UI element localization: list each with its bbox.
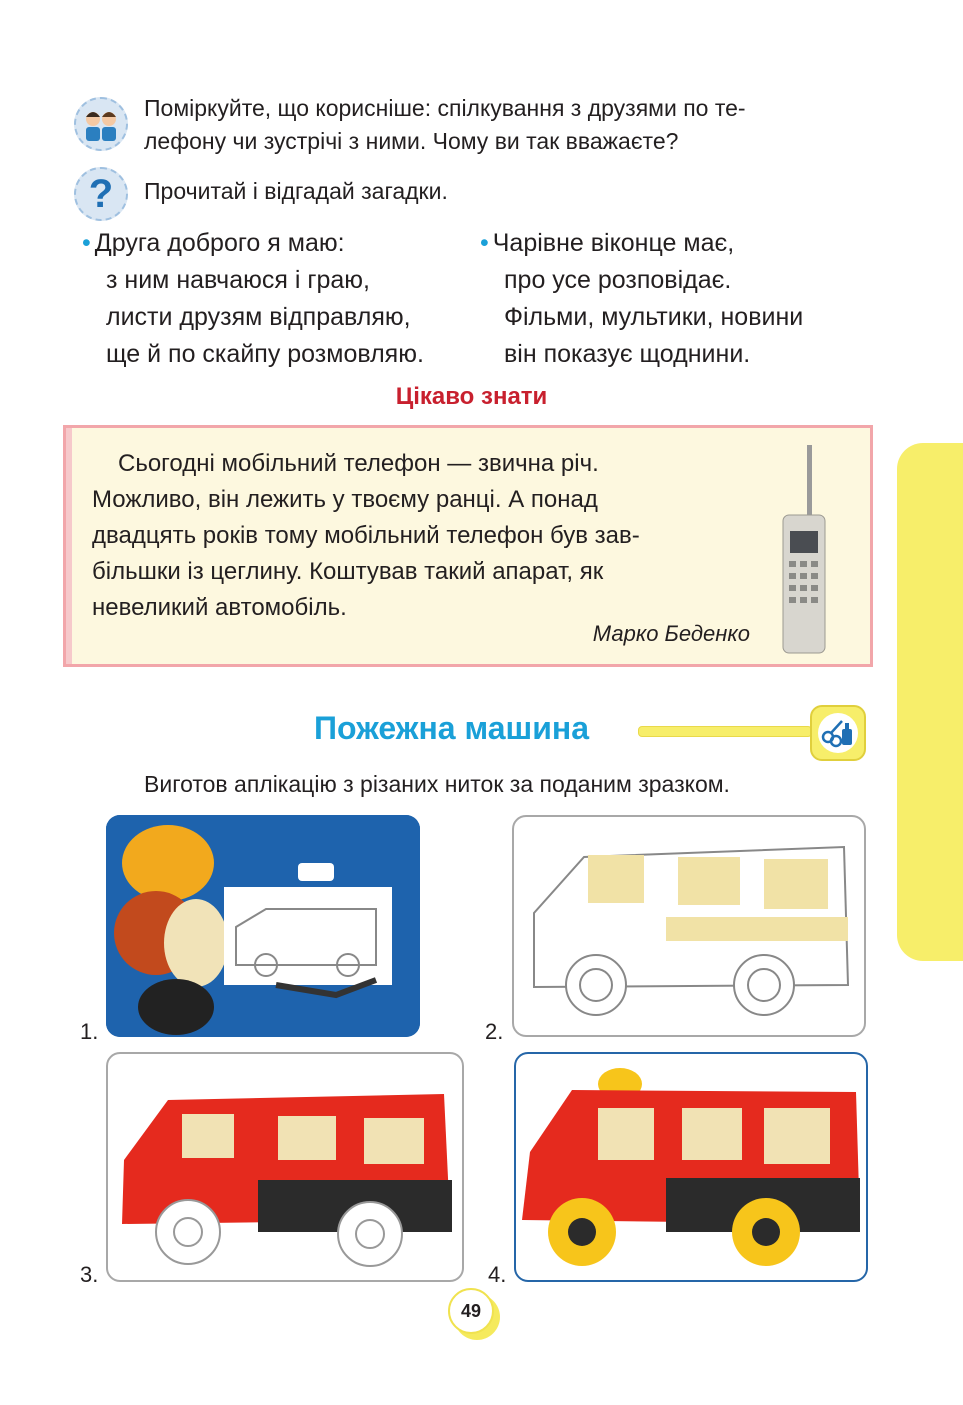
step-2-image — [512, 815, 866, 1037]
step-1-image — [106, 815, 420, 1037]
task-text: Прочитай і відгадай загадки. — [144, 178, 448, 204]
step-4-image — [514, 1052, 868, 1282]
step-number: 1. — [80, 1019, 99, 1044]
question-mark-icon: ? — [74, 167, 128, 221]
interesting-heading: Цікаво знати — [395, 383, 548, 410]
info-text: Сьогодні мобільний телефон — звична річ. Можливо, він лежить у твоєму ранці. А понад двадцять років тому мобільний телефон був зав- більшки із цеглину. Коштував такий апарат, як невеликий автомобіль. — [92, 450, 640, 621]
instruction-text: Виготов аплікацію з різаних ниток за поданим зразком. — [144, 771, 730, 797]
step-3-image — [106, 1052, 464, 1282]
riddle-2: • Чарівне віконце має, про усе розповідає. Фільми, мультики, новини він показує щоднини. — [480, 229, 804, 368]
riddle-bullet: • — [480, 229, 489, 257]
section-title: Пожежна машина — [314, 710, 589, 746]
mobile-phone-image — [775, 443, 845, 658]
title-bar — [638, 726, 812, 737]
step-number: 3. — [80, 1262, 99, 1287]
step-number: 2. — [485, 1019, 504, 1044]
discussion-text: Поміркуйте, що корисніше: спілкування з друзями по те- лефону чи зустрічі з ними. Чому ви так вважаєте? — [144, 95, 746, 154]
side-tab — [897, 443, 963, 961]
riddle-1: • Друга доброго я маю: з ним навчаюся і граю, листи друзям відправляю, ще й по скайпу розмовляю. — [82, 229, 424, 368]
two-children-icon — [74, 97, 128, 151]
page-number: 49 — [448, 1288, 494, 1334]
scissors-glue-icon — [810, 705, 866, 761]
author: Марко Беденко — [592, 621, 750, 646]
step-number: 4. — [488, 1262, 507, 1287]
riddle-bullet: • — [82, 229, 91, 257]
